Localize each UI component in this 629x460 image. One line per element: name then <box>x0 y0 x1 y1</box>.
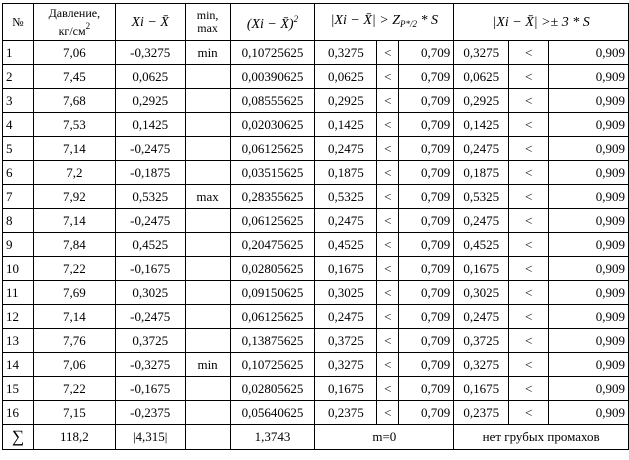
abs-deviation-z: 0,2925 <box>315 89 377 113</box>
pressure-value: 7,22 <box>33 257 115 281</box>
squared-deviation-value: 0,03515625 <box>230 161 315 185</box>
comparison-3s: < <box>509 113 549 137</box>
comparison-3s: < <box>509 89 549 113</box>
squared-sum: 1,3743 <box>230 425 315 450</box>
threshold-3s: 0,909 <box>549 161 629 185</box>
row-number: 16 <box>3 401 34 425</box>
deviation-value: -0,1875 <box>115 161 185 185</box>
deviation-value: 0,1425 <box>115 113 185 137</box>
row-number: 15 <box>3 377 34 401</box>
threshold-3s: 0,909 <box>549 65 629 89</box>
minmax-mark <box>185 161 230 185</box>
abs-deviation-3s: 0,3275 <box>454 353 509 377</box>
comparison-z: < <box>377 353 399 377</box>
squared-deviation-value: 0,13875625 <box>230 329 315 353</box>
pressure-sum: 118,2 <box>33 425 115 450</box>
row-number: 12 <box>3 305 34 329</box>
squared-deviation-value: 0,02805625 <box>230 377 315 401</box>
table-row <box>3 185 629 209</box>
squared-deviation-value: 0,20475625 <box>230 233 315 257</box>
abs-deviation-z: 0,0625 <box>315 65 377 89</box>
deviation-sum: |4,315| <box>115 425 185 450</box>
minmax-mark <box>185 305 230 329</box>
comparison-z: < <box>377 233 399 257</box>
abs-deviation-z: 0,2475 <box>315 209 377 233</box>
deviation-value: 0,5325 <box>115 185 185 209</box>
abs-deviation-z: 0,3725 <box>315 329 377 353</box>
row-number: 5 <box>3 137 34 161</box>
abs-deviation-z: 0,1675 <box>315 377 377 401</box>
abs-deviation-3s: 0,1675 <box>454 257 509 281</box>
pressure-value: 7,06 <box>33 41 115 65</box>
threshold-z: 0,709 <box>399 353 454 377</box>
threshold-3s: 0,909 <box>549 89 629 113</box>
threshold-z: 0,709 <box>399 65 454 89</box>
table-row <box>3 257 629 281</box>
abs-deviation-z: 0,1875 <box>315 161 377 185</box>
comparison-z: < <box>377 65 399 89</box>
squared-deviation-value: 0,09150625 <box>230 281 315 305</box>
threshold-z: 0,709 <box>399 41 454 65</box>
minmax-mark <box>185 209 230 233</box>
row-number: 6 <box>3 161 34 185</box>
abs-deviation-3s: 0,1425 <box>454 113 509 137</box>
comparison-z: < <box>377 281 399 305</box>
minmax-mark <box>185 65 230 89</box>
header-minmax: min, max <box>185 4 230 41</box>
comparison-3s: < <box>509 209 549 233</box>
abs-deviation-3s: 0,2925 <box>454 89 509 113</box>
row-number: 8 <box>3 209 34 233</box>
header-row <box>3 4 629 41</box>
threshold-z: 0,709 <box>399 401 454 425</box>
abs-deviation-3s: 0,2375 <box>454 401 509 425</box>
header-criterion-z: |Xi − X̄| > $Z_{P*/2}$ * S <box>315 4 454 41</box>
threshold-z: 0,709 <box>399 137 454 161</box>
minmax-mark <box>185 281 230 305</box>
row-number: 1 <box>3 41 34 65</box>
abs-deviation-3s: 0,4525 <box>454 233 509 257</box>
comparison-3s: < <box>509 305 549 329</box>
comparison-3s: < <box>509 161 549 185</box>
deviation-value: -0,2475 <box>115 209 185 233</box>
table-row <box>3 353 629 377</box>
threshold-z: 0,709 <box>399 281 454 305</box>
header-num: № <box>3 4 34 41</box>
header-deviation: Xi − X̄ <box>115 4 185 41</box>
deviation-value: 0,2925 <box>115 89 185 113</box>
minmax-mark <box>185 113 230 137</box>
abs-deviation-z: 0,3275 <box>315 41 377 65</box>
comparison-3s: < <box>509 137 549 161</box>
abs-deviation-z: 0,1675 <box>315 257 377 281</box>
table-row <box>3 113 629 137</box>
row-number: 4 <box>3 113 34 137</box>
minmax-mark <box>185 233 230 257</box>
abs-deviation-3s: 0,0625 <box>454 65 509 89</box>
minmax-mark <box>185 377 230 401</box>
comparison-z: < <box>377 185 399 209</box>
row-number: 14 <box>3 353 34 377</box>
comparison-3s: < <box>509 233 549 257</box>
abs-deviation-3s: 0,2475 <box>454 137 509 161</box>
threshold-3s: 0,909 <box>549 353 629 377</box>
table-row <box>3 161 629 185</box>
table-row <box>3 305 629 329</box>
minmax-mark <box>185 401 230 425</box>
squared-deviation-value: 0,06125625 <box>230 137 315 161</box>
outlier-check-table <box>2 3 629 450</box>
threshold-z: 0,709 <box>399 185 454 209</box>
outlier-count: m=0 <box>315 425 454 450</box>
table-row <box>3 377 629 401</box>
pressure-value: 7,68 <box>33 89 115 113</box>
pressure-value: 7,69 <box>33 281 115 305</box>
totals-row <box>3 425 629 450</box>
comparison-z: < <box>377 401 399 425</box>
comparison-z: < <box>377 89 399 113</box>
comparison-z: < <box>377 257 399 281</box>
threshold-z: 0,709 <box>399 233 454 257</box>
comparison-3s: < <box>509 257 549 281</box>
header-criterion-3s: |Xi − X̄| >± 3 * S <box>454 4 629 41</box>
abs-deviation-3s: 0,3275 <box>454 41 509 65</box>
squared-deviation-value: 0,00390625 <box>230 65 315 89</box>
minmax-mark <box>185 137 230 161</box>
squared-deviation-value: 0,06125625 <box>230 209 315 233</box>
threshold-3s: 0,909 <box>549 185 629 209</box>
minmax-mark <box>185 89 230 113</box>
threshold-3s: 0,909 <box>549 377 629 401</box>
deviation-value: 0,0625 <box>115 65 185 89</box>
abs-deviation-z: 0,3025 <box>315 281 377 305</box>
row-number: 11 <box>3 281 34 305</box>
row-number: 2 <box>3 65 34 89</box>
threshold-3s: 0,909 <box>549 305 629 329</box>
comparison-3s: < <box>509 401 549 425</box>
abs-deviation-3s: 0,5325 <box>454 185 509 209</box>
comparison-3s: < <box>509 185 549 209</box>
comparison-3s: < <box>509 281 549 305</box>
minmax-mark: max <box>185 185 230 209</box>
table-row <box>3 329 629 353</box>
comparison-3s: < <box>509 41 549 65</box>
squared-deviation-value: 0,10725625 <box>230 41 315 65</box>
pressure-value: 7,76 <box>33 329 115 353</box>
table-row <box>3 209 629 233</box>
pressure-value: 7,53 <box>33 113 115 137</box>
squared-deviation-value: 0,28355625 <box>230 185 315 209</box>
comparison-z: < <box>377 137 399 161</box>
threshold-z: 0,709 <box>399 113 454 137</box>
deviation-value: -0,1675 <box>115 257 185 281</box>
comparison-z: < <box>377 377 399 401</box>
comparison-3s: < <box>509 329 549 353</box>
abs-deviation-z: 0,1425 <box>315 113 377 137</box>
deviation-value: -0,1675 <box>115 377 185 401</box>
threshold-3s: 0,909 <box>549 137 629 161</box>
minmax-mark: min <box>185 41 230 65</box>
row-number: 13 <box>3 329 34 353</box>
threshold-3s: 0,909 <box>549 209 629 233</box>
deviation-value: -0,2475 <box>115 137 185 161</box>
minmax-mark: min <box>185 353 230 377</box>
threshold-z: 0,709 <box>399 377 454 401</box>
pressure-value: 7,14 <box>33 209 115 233</box>
table-row <box>3 89 629 113</box>
abs-deviation-3s: 0,1875 <box>454 161 509 185</box>
threshold-3s: 0,909 <box>549 113 629 137</box>
threshold-z: 0,709 <box>399 161 454 185</box>
abs-deviation-z: 0,3275 <box>315 353 377 377</box>
abs-deviation-3s: 0,3025 <box>454 281 509 305</box>
pressure-value: 7,06 <box>33 353 115 377</box>
squared-deviation-value: 0,05640625 <box>230 401 315 425</box>
comparison-z: < <box>377 113 399 137</box>
squared-deviation-value: 0,08555625 <box>230 89 315 113</box>
abs-deviation-z: 0,4525 <box>315 233 377 257</box>
table-row <box>3 281 629 305</box>
squared-deviation-value: 0,06125625 <box>230 305 315 329</box>
abs-deviation-z: 0,5325 <box>315 185 377 209</box>
header-pressure: Давление, $кг/см^2$ <box>33 4 115 41</box>
comparison-z: < <box>377 41 399 65</box>
minmax-empty <box>185 425 230 450</box>
deviation-value: -0,2475 <box>115 305 185 329</box>
comparison-3s: < <box>509 65 549 89</box>
pressure-value: 7,14 <box>33 137 115 161</box>
sum-symbol: ∑ <box>3 425 34 450</box>
table-row <box>3 401 629 425</box>
table-row <box>3 65 629 89</box>
abs-deviation-z: 0,2375 <box>315 401 377 425</box>
pressure-value: 7,22 <box>33 377 115 401</box>
pressure-value: 7,15 <box>33 401 115 425</box>
row-number: 9 <box>3 233 34 257</box>
table-row <box>3 137 629 161</box>
comparison-z: < <box>377 161 399 185</box>
comparison-z: < <box>377 209 399 233</box>
pressure-value: 7,14 <box>33 305 115 329</box>
deviation-value: -0,2375 <box>115 401 185 425</box>
comparison-3s: < <box>509 353 549 377</box>
pressure-value: 7,92 <box>33 185 115 209</box>
minmax-mark <box>185 257 230 281</box>
comparison-z: < <box>377 305 399 329</box>
threshold-3s: 0,909 <box>549 233 629 257</box>
row-number: 10 <box>3 257 34 281</box>
header-squared-deviation: (Xi − X̄)$^2$ <box>230 4 315 41</box>
abs-deviation-z: 0,2475 <box>315 137 377 161</box>
pressure-value: 7,84 <box>33 233 115 257</box>
row-number: 3 <box>3 89 34 113</box>
pressure-value: 7,45 <box>33 65 115 89</box>
verdict: нет грубых промахов <box>454 425 629 450</box>
row-number: 7 <box>3 185 34 209</box>
table-row <box>3 233 629 257</box>
deviation-value: 0,3725 <box>115 329 185 353</box>
squared-deviation-value: 0,02805625 <box>230 257 315 281</box>
squared-deviation-value: 0,10725625 <box>230 353 315 377</box>
comparison-z: < <box>377 329 399 353</box>
threshold-z: 0,709 <box>399 89 454 113</box>
minmax-mark <box>185 329 230 353</box>
abs-deviation-z: 0,2475 <box>315 305 377 329</box>
deviation-value: 0,3025 <box>115 281 185 305</box>
abs-deviation-3s: 0,1675 <box>454 377 509 401</box>
threshold-3s: 0,909 <box>549 257 629 281</box>
abs-deviation-3s: 0,2475 <box>454 209 509 233</box>
squared-deviation-value: 0,02030625 <box>230 113 315 137</box>
threshold-z: 0,709 <box>399 209 454 233</box>
deviation-value: -0,3275 <box>115 353 185 377</box>
comparison-3s: < <box>509 377 549 401</box>
threshold-z: 0,709 <box>399 257 454 281</box>
deviation-value: 0,4525 <box>115 233 185 257</box>
pressure-value: 7,2 <box>33 161 115 185</box>
threshold-3s: 0,909 <box>549 401 629 425</box>
threshold-z: 0,709 <box>399 305 454 329</box>
threshold-3s: 0,909 <box>549 41 629 65</box>
abs-deviation-3s: 0,2475 <box>454 305 509 329</box>
threshold-3s: 0,909 <box>549 329 629 353</box>
deviation-value: -0,3275 <box>115 41 185 65</box>
table-row <box>3 41 629 65</box>
abs-deviation-3s: 0,3725 <box>454 329 509 353</box>
threshold-3s: 0,909 <box>549 281 629 305</box>
threshold-z: 0,709 <box>399 329 454 353</box>
